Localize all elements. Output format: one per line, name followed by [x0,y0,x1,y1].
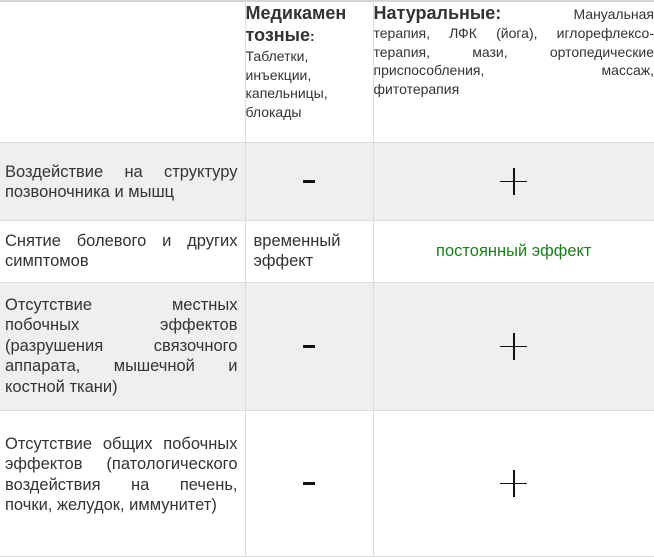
medical-value [246,143,373,220]
medical-value-cell [245,282,373,410]
plus-icon [500,470,527,497]
natural-first-line-rest: Мануальная [573,5,654,24]
natural-value-cell [373,220,654,282]
minus-icon [303,482,315,485]
natural-value-cell [373,410,654,556]
medical-description-line: капельницы, [246,84,373,103]
minus-icon [303,345,315,348]
natural-description-line: терапия, ЛФК (йога), иглорефлексо- [374,24,654,43]
plus-icon [500,333,527,360]
medical-value-text: временный эффект [246,221,373,272]
minus-icon [303,180,315,183]
header-empty-cell [0,2,245,142]
table-row [0,410,654,556]
medical-value [246,411,373,556]
natural-title: Натуральные: [374,2,502,24]
medical-description-line: инъекции, [246,66,373,85]
row-label-cell [0,142,245,220]
medical-title-colon: : [310,28,315,44]
medical-description-line: Таблетки, [246,47,373,66]
medical-title: Медикаментозные [246,3,347,45]
row-label-cell [0,282,245,410]
row-label: Отсутствие местных побочных эффектов (разрушения связочного аппарата, мышечной и костной ткани) [0,283,245,398]
row-label-cell [0,220,245,282]
natural-value-cell [373,282,654,410]
medical-value-cell [245,142,373,220]
table-row [0,220,654,282]
table-header-row [0,2,654,142]
header-medical-cell [245,2,373,142]
medical-description-line: блокады [246,103,373,122]
medical-value-cell [245,410,373,556]
comparison-table [0,2,654,557]
natural-description-line: фитотерапия [374,80,654,99]
natural-title-line [374,2,654,24]
natural-value [374,411,654,556]
natural-description-line: терапия, мази, ортопедические [374,43,654,62]
row-label: Воздействие на структуру позвоночника и мышц [0,143,245,203]
row-label-cell [0,410,245,556]
row-label: Отсутствие общих побочных эффектов (патологического воздействия на печень, почки, желудок, иммунитет) [0,411,245,516]
natural-value [374,143,654,220]
natural-description-line: приспособления, массаж, [374,61,654,80]
natural-value-cell [373,142,654,220]
header-natural-cell [373,2,654,142]
table-row [0,282,654,410]
row-label: Снятие болевого и других симптомов [0,221,245,272]
medical-description [246,47,373,121]
medical-value [246,283,373,410]
natural-value [374,283,654,410]
table-row [0,142,654,220]
medical-title-wrap [246,2,354,47]
natural-value-text: постоянный эффект [374,221,654,262]
plus-icon [500,168,527,195]
medical-value-cell [245,220,373,282]
